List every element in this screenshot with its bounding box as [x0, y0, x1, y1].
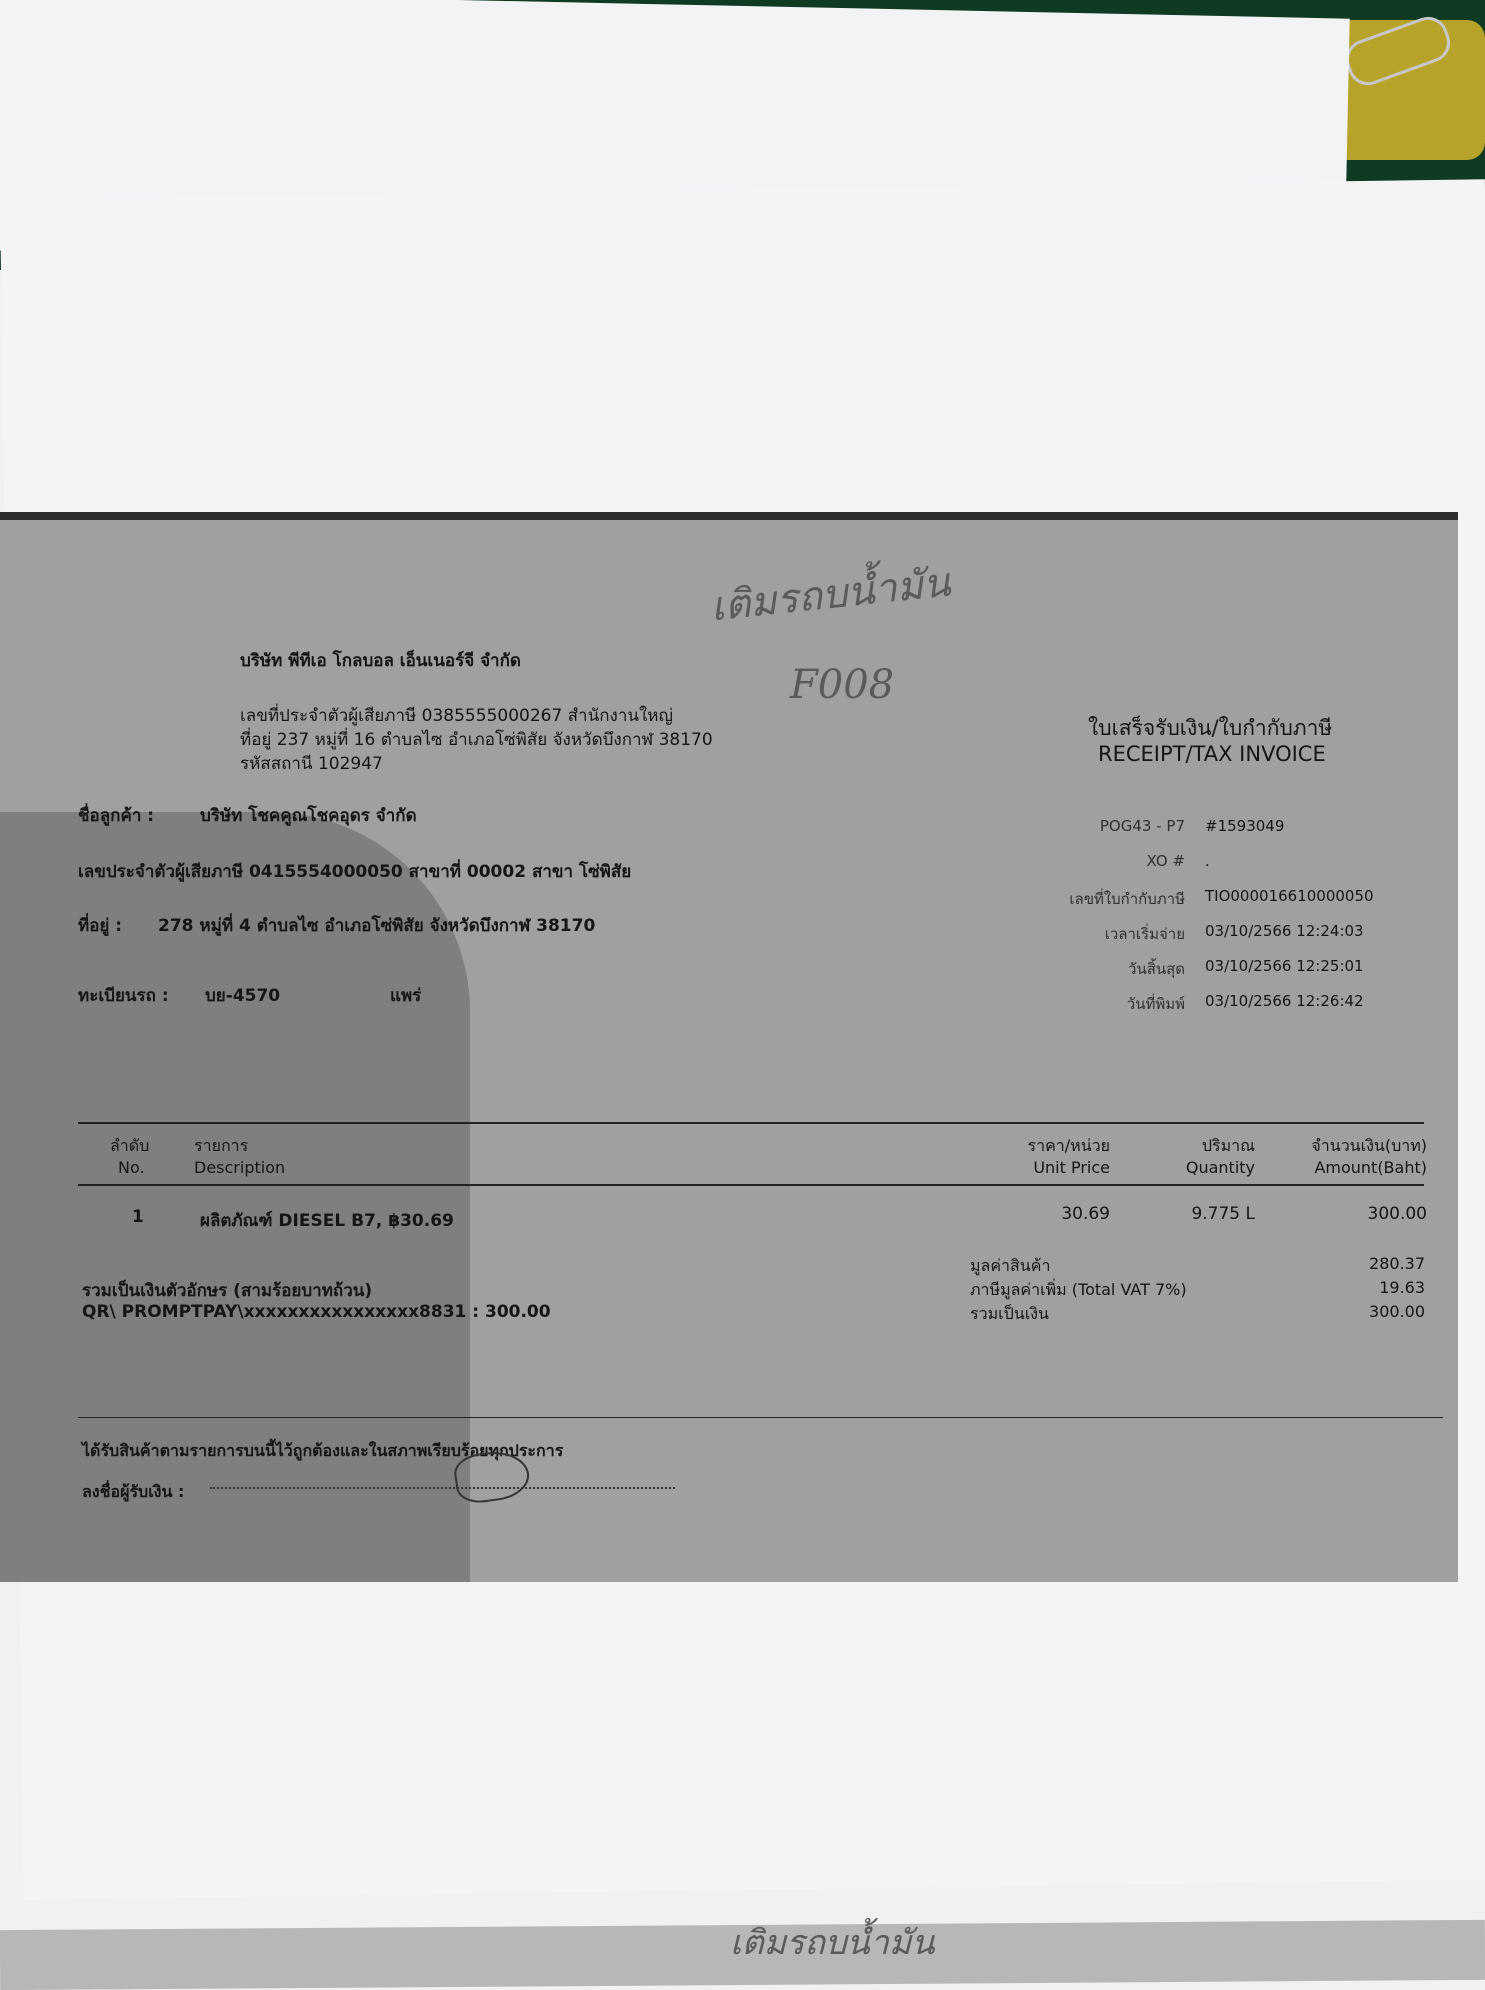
- meta-label: วันสิ้นสุด: [1128, 960, 1185, 978]
- plate-province: แพร่: [390, 986, 422, 1006]
- grand-total-value: 300.00: [1369, 1302, 1425, 1321]
- customer-name: บริษัท โชคคูณโชคอุดร จำกัด: [200, 806, 417, 826]
- customer-tax-id: เลขประจำตัวผู้เสียภาษี 0415554000050 สาขาที่ 00002 สาขา โซ่พิสัย: [78, 862, 632, 882]
- header-price-en: Unit Price: [1033, 1158, 1110, 1177]
- header-qty-th: ปริมาณ: [1201, 1136, 1255, 1155]
- doc-title-english: RECEIPT/TAX INVOICE: [1098, 742, 1326, 766]
- row-amount: 300.00: [1367, 1204, 1427, 1224]
- row-unit-price: 30.69: [1061, 1204, 1110, 1224]
- meta-value: 03/10/2566 12:24:03: [1205, 922, 1364, 940]
- plate-label: ทะเบียนรถ :: [78, 986, 169, 1006]
- company-name: บริษัท พีทีเอ โกลบอล เอ็นเนอร์จี จำกัด: [240, 651, 521, 671]
- row-description: ผลิตภัณฑ์ DIESEL B7, ฿30.69: [200, 1211, 454, 1231]
- meta-label: POG43 - P7: [1099, 817, 1185, 835]
- meta-value: TIO000016610000050: [1205, 887, 1374, 905]
- doc-title-thai: ใบเสร็จรับเงิน/ใบกำกับภาษี: [1088, 716, 1333, 740]
- header-amount-en: Amount(Baht): [1314, 1158, 1427, 1177]
- handwritten-note: เติมรถบน้ำมัน: [708, 559, 953, 631]
- customer-name-label: ชื่อลูกค้า :: [78, 806, 155, 826]
- company-tax-id: เลขที่ประจำตัวผู้เสียภาษี 0385555000267 สำนักงานใหญ่: [240, 706, 673, 726]
- meta-label: เลขที่ใบกำกับภาษี: [1069, 890, 1185, 908]
- header-no-en: No.: [118, 1158, 145, 1177]
- vat-value: 19.63: [1379, 1278, 1425, 1297]
- handwritten-code: F008: [790, 662, 895, 708]
- signature-line: [210, 1487, 675, 1489]
- subtotal-label: มูลค่าสินค้า: [970, 1256, 1051, 1275]
- header-qty-en: Quantity: [1185, 1158, 1255, 1177]
- subtotal-value: 280.37: [1369, 1254, 1425, 1273]
- meta-label: XO #: [1146, 852, 1185, 870]
- customer-address-label: ที่อยู่ :: [78, 916, 123, 936]
- table-top-rule: [78, 1122, 1424, 1124]
- signature-label: ลงชื่อผู้รับเงิน :: [82, 1482, 185, 1501]
- header-no-th: ลำดับ: [110, 1136, 150, 1155]
- header-desc-th: รายการ: [194, 1136, 249, 1155]
- meta-label: เวลาเริ่มจ่าย: [1104, 925, 1185, 943]
- handwritten-note-bottom: เติมรถบน้ำมัน: [730, 1923, 935, 1963]
- header-amount-th: จำนวนเงิน(บาท): [1311, 1136, 1427, 1155]
- meta-value: #1593049: [1205, 817, 1285, 835]
- station-code: รหัสสถานี 102947: [240, 754, 383, 774]
- header-desc-en: Description: [194, 1158, 286, 1177]
- row-quantity: 9.775 L: [1191, 1204, 1255, 1224]
- row-no: 1: [132, 1207, 144, 1227]
- receipt-printout: [0, 512, 1458, 1582]
- qr-payment-line: QR\ PROMPTPAY\xxxxxxxxxxxxxxxx8831 : 300.00: [82, 1302, 551, 1322]
- grand-total-label: รวมเป็นเงิน: [970, 1304, 1049, 1323]
- meta-label: วันที่พิมพ์: [1126, 995, 1185, 1013]
- company-address: ที่อยู่ 237 หมู่ที่ 16 ตำบลไซ อำเภอโซ่พิสัย จังหวัดบึงกาฬ 38170: [240, 730, 713, 750]
- received-statement: ได้รับสินค้าตามรายการบนนี้ไว้ถูกต้องและในสภาพเรียบร้อยทุกประการ: [82, 1441, 564, 1460]
- meta-value: 03/10/2566 12:26:42: [1205, 992, 1364, 1010]
- total-in-words: รวมเป็นเงินตัวอักษร (สามร้อยบาทถ้วน): [82, 1281, 373, 1301]
- customer-address: 278 หมู่ที่ 4 ตำบลไซ อำเภอโซ่พิสัย จังหวัดบึงกาฬ 38170: [158, 916, 596, 936]
- table-header-rule: [78, 1184, 1424, 1186]
- header-price-th: ราคา/หน่วย: [1027, 1136, 1110, 1155]
- footer-rule: [78, 1417, 1443, 1418]
- meta-value: 03/10/2566 12:25:01: [1205, 957, 1364, 975]
- vat-label: ภาษีมูลค่าเพิ่ม (Total VAT 7%): [970, 1280, 1187, 1299]
- meta-value: .: [1205, 852, 1210, 870]
- plate-number: บย-4570: [205, 986, 281, 1006]
